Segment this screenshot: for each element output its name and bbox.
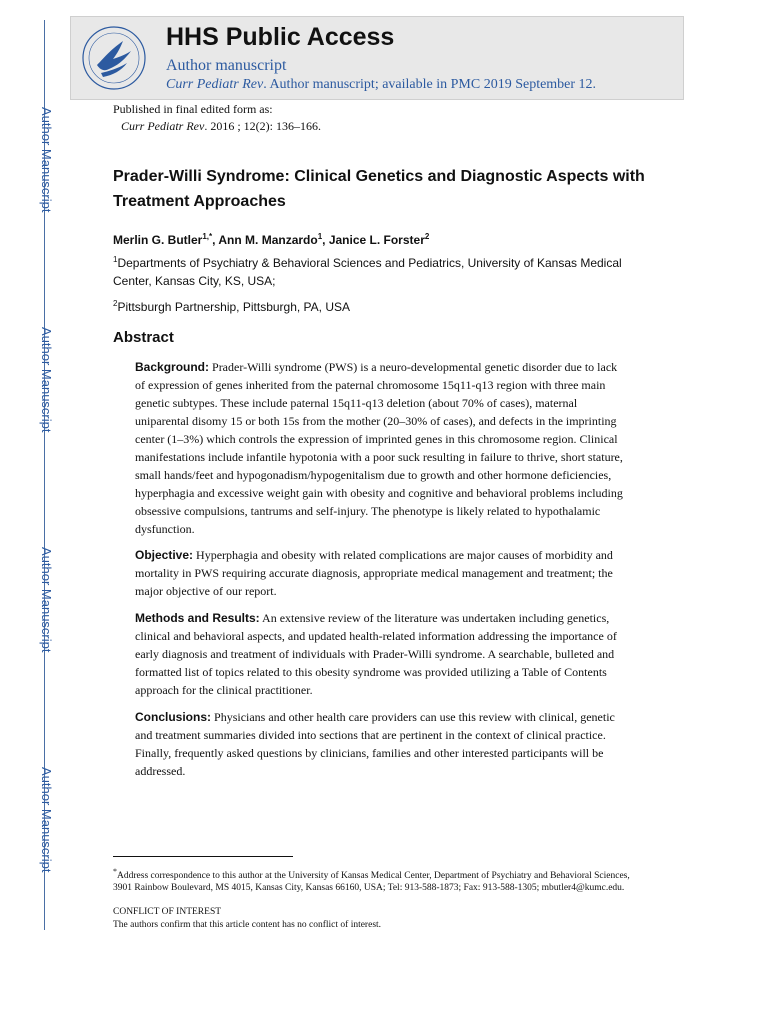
hhs-eagle-logo-icon (79, 21, 149, 95)
section-label: Objective: (135, 548, 194, 562)
journal-name: Curr Pediatr Rev (166, 77, 264, 92)
author-affiliation-marker: 1,* (202, 232, 213, 241)
abstract-heading: Abstract (113, 329, 174, 346)
section-label: Background: (135, 360, 210, 374)
footnote-marker: * (113, 867, 117, 876)
hhs-header (70, 16, 684, 100)
published-cite (113, 118, 321, 135)
article-title: Prader-Willi Syndrome: Clinical Genetics and Diagnostic Aspects with Treatment Approaches (113, 168, 645, 210)
abstract-objective (135, 546, 629, 600)
citation-text: . Author manuscript; available in PMC 2019 September 12. (263, 77, 597, 92)
coi-heading: CONFLICT OF INTEREST (113, 907, 222, 917)
section-label: Conclusions: (135, 710, 212, 724)
header-subtitle: Author manuscript (166, 57, 287, 74)
abstract-background (135, 358, 629, 538)
author-list: Merlin G. Butler$^{1,*}$, Ann M. Manzardo$^1$, Janice L. Forster$^2$ (113, 232, 430, 247)
published-label: Published in final edited form as: (113, 102, 273, 116)
sidebar-label: Author Manuscript (39, 547, 54, 653)
published-citation (113, 101, 321, 135)
section-text: Physicians and other health care providers can use this review with clinical, genetic and treatment summaries divided into sections that are pertinent in the context of clinical practice. Finally, frequently asked questions by clinicians, families and other interested participants will be addressed. (135, 710, 615, 778)
journal-name: Curr Pediatr Rev (121, 119, 205, 133)
sidebar-label: Author Manuscript (39, 767, 54, 873)
author-affiliation-marker: 2 (424, 232, 430, 241)
footnote-text: Address correspondence to this author at the University of Kansas Medical Center, Department of Psychiatry and Behavioral Sciences, 3901 Rainbow Boulevard, MS 4015, Kansas City, Kansas 66160, USA; Tel: 913-588-1873; Fax: 913-588-1305; mbutler4@kumc.edu. (113, 871, 630, 894)
section-label: Methods and Results: (135, 611, 260, 625)
page-title: HHS Public Access (166, 23, 395, 51)
author-name: Merlin G. Butler (113, 233, 203, 247)
sidebar-label: Author Manuscript (39, 327, 54, 433)
sidebar-label: Author Manuscript (39, 107, 54, 213)
affiliation-text: Pittsburgh Partnership, Pittsburgh, PA, USA (117, 300, 351, 314)
abstract-conclusions (135, 708, 629, 780)
author-name: Janice L. Forster (328, 233, 425, 247)
affiliation-marker: 2 (113, 299, 118, 308)
correspondence-footnote (113, 866, 633, 894)
affiliation-marker: 1 (113, 255, 118, 264)
affiliation-text: Departments of Psychiatry & Behavioral Sciences and Pediatrics, University of Kansas Medical Center, Kansas City, KS, USA; (113, 256, 622, 288)
footnote-divider (113, 856, 293, 857)
author-name: Ann M. Manzardo (218, 233, 318, 247)
author-affiliation-marker: 1 (317, 232, 323, 241)
header-citation (166, 77, 596, 93)
section-text: Hyperphagia and obesity with related complications are major causes of morbidity and mortality in PWS requiring accurate diagnosis, appropriate medical management and treatment; the major objective of our report. (135, 548, 613, 598)
citation-text: . 2016 ; 12(2): 136–166. (204, 119, 321, 133)
abstract-methods (135, 609, 629, 699)
affiliation (113, 295, 658, 316)
coi-text: The authors confirm that this article content has no conflict of interest. (113, 920, 382, 930)
affiliation (113, 251, 658, 290)
section-text: Prader-Willi syndrome (PWS) is a neuro-developmental genetic disorder due to lack of expression of genes inherited from the paternal chromosome 15q11-q13 region with three main genetic subtypes. These include paternal 15q11-q13 deletion (about 70% of cases), maternal uniparental disomy 15 or both 15s from the mother (20–30% of cases), and defects in the imprinting center (1–3%) which controls the expression of imprinted genes in this chromosome region. Clinical manifestations include infantile hypotonia with a poor suck resulting in failure to thrive, short stature, small hands/feet and hypogonadism/hypogenitalism due to growth and other hormone deficiencies, hyperphagia and excessive weight gain with obesity and cognitive and behavioral problems including obsessive compulsions, tantrums and self-injury. The phenotype is likely related to hypothalamic dysfunction. (135, 360, 623, 536)
section-text: An extensive review of the literature was undertaken including genetics, clinical and behavioral aspects, and updated health-related information addressing the importance of early diagnosis and treatment of individuals with Prader-Willi syndrome. A searchable, bulleted and formatted list of topics related to this obesity syndrome was provided utilizing a Table of Contents approach for the clinical practitioner. (135, 611, 617, 697)
